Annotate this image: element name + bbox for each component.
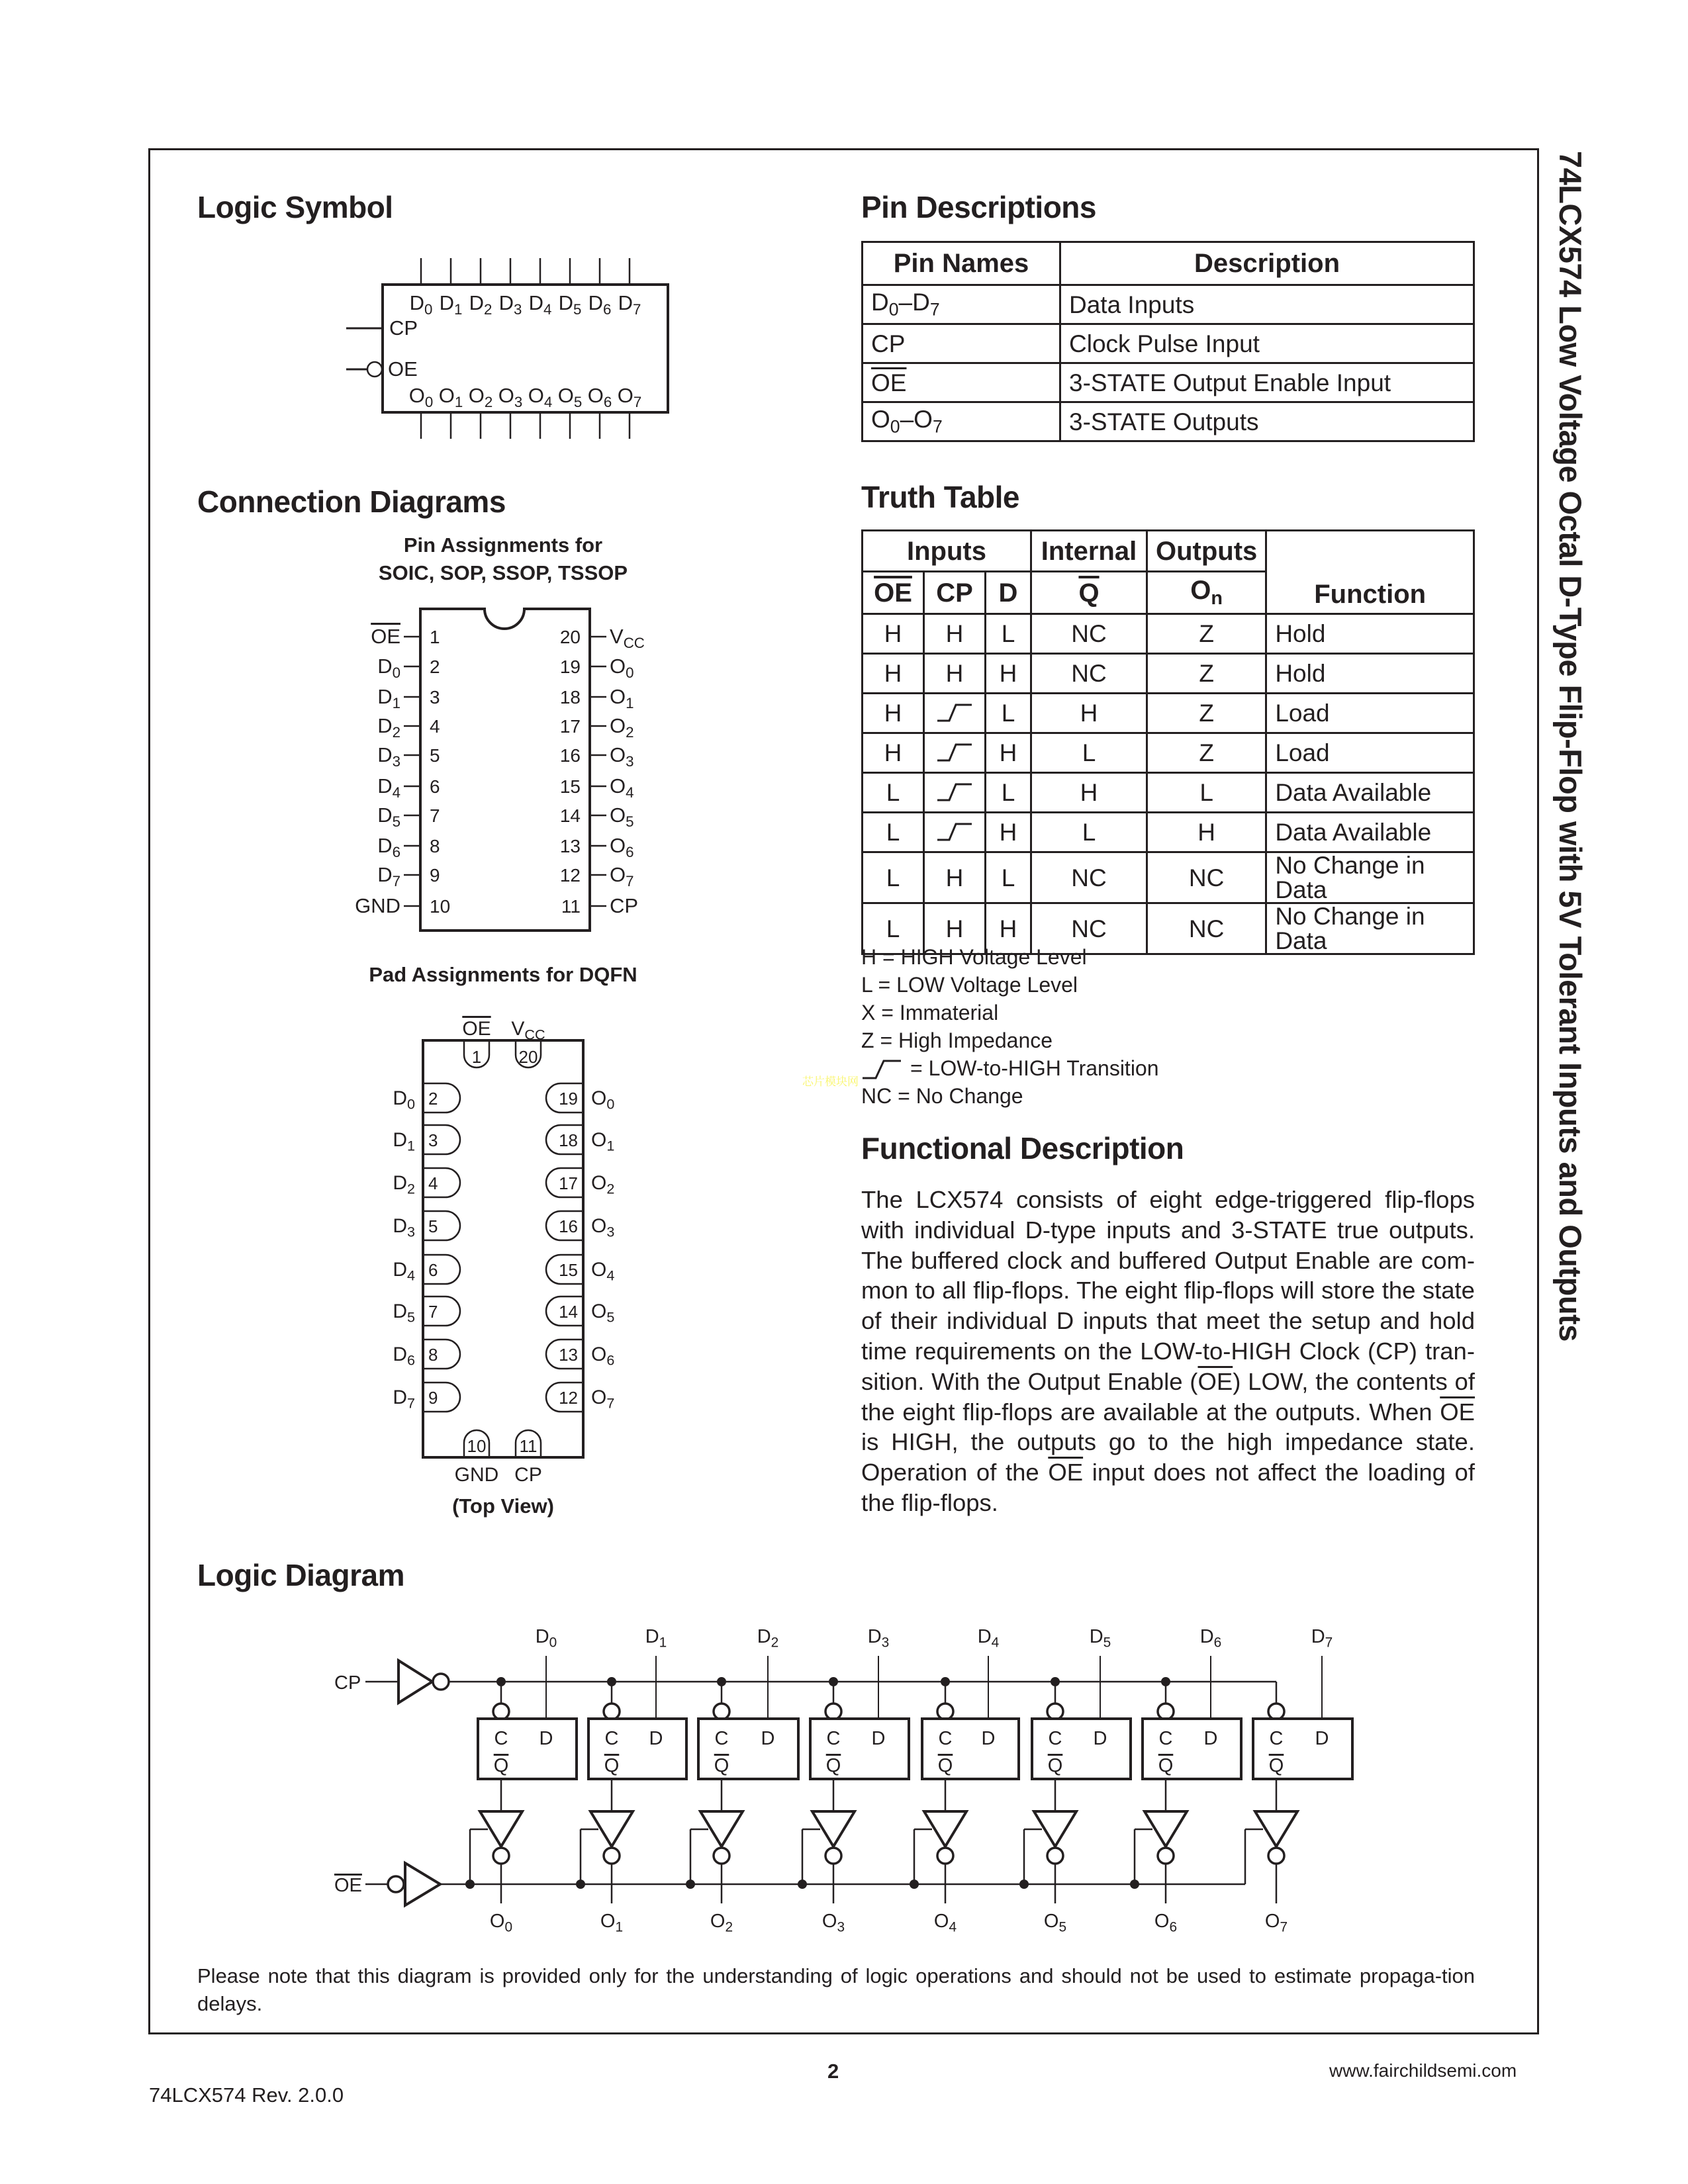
- cell-cp: H: [924, 903, 986, 954]
- ff-data-label: D: [649, 1728, 663, 1749]
- pad-label: GND: [454, 1464, 499, 1486]
- data-input-label: $D_3$: [867, 1626, 890, 1651]
- junction-dot: [1019, 1880, 1029, 1889]
- ff-clock-label: C: [1158, 1728, 1173, 1749]
- cp-label: CP: [389, 316, 418, 340]
- legend-item: = LOW-to-HIGH Transition: [861, 1054, 1159, 1082]
- data-input-label: $D_7$: [1311, 1626, 1333, 1651]
- cell-cp: H: [924, 614, 986, 654]
- flip-flop-box: [698, 1719, 798, 1779]
- pad-number: 6: [428, 1260, 438, 1280]
- ff-qbar-label: Q: [937, 1755, 953, 1776]
- legend-item: H = HIGH Voltage Level: [861, 945, 1087, 969]
- pad-label: $V_{CC}$: [511, 1018, 545, 1043]
- pin-number: 20: [559, 627, 581, 647]
- pad-label: OE: [462, 1018, 491, 1040]
- cell-d: H: [986, 903, 1031, 954]
- ff-clock-label: C: [714, 1728, 729, 1749]
- data-output-label: $O_7$: [1264, 1911, 1288, 1935]
- pin-number: 8: [430, 836, 440, 856]
- col-description: Description: [1060, 242, 1474, 285]
- junction-dot: [686, 1880, 695, 1889]
- ff-clock-label: C: [494, 1728, 508, 1749]
- pad-number: 10: [467, 1436, 487, 1456]
- output-bubble-icon: [604, 1848, 620, 1864]
- clock-bubble-icon: [714, 1704, 729, 1719]
- pad-number: 2: [428, 1089, 438, 1109]
- rising-edge-icon: [935, 780, 974, 801]
- pad-number: 19: [559, 1089, 578, 1109]
- ff-data-label: D: [1203, 1728, 1218, 1749]
- flip-flop-box: [1253, 1719, 1352, 1779]
- legend-item: X = Immaterial: [861, 1001, 999, 1024]
- cell-d: H: [986, 813, 1031, 852]
- pin-number: 3: [430, 687, 440, 707]
- output-bubble-icon: [493, 1848, 509, 1864]
- truth-table: [861, 529, 1475, 955]
- input-label: $D_1$: [439, 291, 463, 318]
- cell-oe: H: [863, 733, 924, 773]
- input-label: $D_5$: [558, 291, 582, 318]
- pin-label: $O_0$: [610, 655, 634, 681]
- cell-cp: H: [924, 654, 986, 694]
- pin-label: $O_6$: [610, 834, 634, 860]
- ff-data-label: D: [539, 1728, 553, 1749]
- pin-name: $O_0-O_7$: [863, 402, 1060, 441]
- ff-data-label: D: [871, 1728, 886, 1749]
- cell-on: Z: [1147, 654, 1266, 694]
- data-input-label: $D_5$: [1089, 1626, 1111, 1651]
- pad-number: 17: [559, 1173, 578, 1193]
- ff-clock-label: C: [1269, 1728, 1284, 1749]
- input-label: $D_4$: [528, 291, 552, 318]
- table-row: [863, 852, 1474, 903]
- cell-oe: L: [863, 852, 924, 903]
- pin-descriptions-heading: Pin Descriptions: [861, 190, 1096, 224]
- logic-diagram-note: Please note that this diagram is provided only for the understanding of logic operations and should not be used to estimate propaga-tion delays.: [197, 1964, 1475, 2015]
- pin-label: $O_4$: [610, 774, 634, 801]
- pin-number: 11: [561, 896, 581, 917]
- output-label: $O_4$: [528, 384, 553, 410]
- pad-number: 12: [559, 1388, 578, 1408]
- ff-data-label: D: [981, 1728, 996, 1749]
- clock-bubble-icon: [604, 1704, 620, 1719]
- cell-on: Z: [1147, 614, 1266, 654]
- ff-data-label: D: [761, 1728, 775, 1749]
- legend-item: Z = High Impedance: [861, 1028, 1053, 1052]
- col-d: D: [986, 572, 1031, 614]
- col-q: $\overline{Q}$: [1031, 572, 1147, 614]
- junction-dot: [910, 1880, 919, 1889]
- col-pin-names: Pin Names: [863, 242, 1060, 285]
- data-output-label: $O_3$: [821, 1911, 845, 1935]
- cell-function: Data Available: [1266, 813, 1474, 852]
- inversion-bubble-icon: [388, 1876, 404, 1892]
- data-output-label: $O_6$: [1154, 1911, 1178, 1935]
- cell-function: No Change in Data: [1266, 852, 1474, 903]
- clock-bubble-icon: [493, 1704, 509, 1719]
- output-label: $O_7$: [617, 384, 642, 410]
- pin-number: 10: [430, 896, 451, 917]
- col-cp: CP: [924, 572, 986, 614]
- pin-number: 1: [430, 627, 440, 647]
- ff-qbar-label: Q: [1047, 1755, 1063, 1776]
- data-output-label: $O_1$: [600, 1911, 624, 1935]
- cell-oe: H: [863, 614, 924, 654]
- data-input-label: $D_6$: [1199, 1626, 1222, 1651]
- output-bubble-icon: [714, 1848, 729, 1864]
- cell-on: H: [1147, 813, 1266, 852]
- pin-label: $D_5$: [377, 803, 400, 830]
- soic-title-line1: Pin Assignments for: [403, 533, 603, 557]
- output-label: $O_1$: [438, 384, 463, 410]
- pin-number: 17: [559, 716, 581, 737]
- pin-label: CP: [610, 894, 639, 917]
- cell-on: NC: [1147, 852, 1266, 903]
- soic-title-line2: SOIC, SOP, SSOP, TSSOP: [378, 561, 628, 584]
- cell-cp: [924, 694, 986, 733]
- cell-d: L: [986, 773, 1031, 813]
- cell-on: Z: [1147, 733, 1266, 773]
- pad-number: 4: [428, 1173, 438, 1193]
- ff-qbar-label: Q: [604, 1755, 620, 1776]
- junction-dot: [465, 1880, 475, 1889]
- group-internal: Internal: [1031, 531, 1147, 572]
- rising-edge-icon: [935, 820, 974, 841]
- cell-on: NC: [1147, 903, 1266, 954]
- pad-label: $D_4$: [393, 1259, 415, 1284]
- output-bubble-icon: [1047, 1848, 1063, 1864]
- data-input-label: $D_2$: [757, 1626, 779, 1651]
- cell-q: H: [1031, 694, 1147, 733]
- clock-bubble-icon: [825, 1704, 841, 1719]
- pad-label: $D_3$: [393, 1215, 415, 1240]
- ff-data-label: D: [1315, 1728, 1329, 1749]
- ff-clock-label: C: [938, 1728, 953, 1749]
- pin-descriptions-table: [861, 241, 1475, 442]
- pad-label: $D_2$: [393, 1172, 415, 1197]
- input-label: $D_0$: [409, 291, 433, 318]
- junction-dot: [576, 1880, 585, 1889]
- pin-number: 7: [430, 805, 440, 826]
- junction-dot: [798, 1880, 807, 1889]
- cell-cp: H: [924, 852, 986, 903]
- clock-buffer-icon: [399, 1661, 432, 1703]
- cp-label: CP: [334, 1672, 361, 1694]
- pin-description: 3-STATE Outputs: [1060, 402, 1474, 441]
- clock-bubble-icon: [1047, 1704, 1063, 1719]
- data-output-label: $O_0$: [489, 1911, 513, 1935]
- cell-d: L: [986, 694, 1031, 733]
- cell-oe: L: [863, 773, 924, 813]
- group-outputs: Outputs: [1147, 531, 1266, 572]
- pin-label: GND: [355, 894, 400, 917]
- cell-q: L: [1031, 813, 1147, 852]
- table-row: [863, 363, 1474, 402]
- pin-label: $D_0$: [377, 655, 400, 681]
- cell-on: Z: [1147, 694, 1266, 733]
- pad-number: 18: [559, 1130, 578, 1150]
- cell-on: L: [1147, 773, 1266, 813]
- output-label: $O_2$: [468, 384, 493, 410]
- cell-cp: [924, 733, 986, 773]
- data-output-label: $O_5$: [1043, 1911, 1067, 1935]
- col-on: $O_n$: [1147, 572, 1266, 614]
- logic-symbol-heading: Logic Symbol: [197, 190, 393, 224]
- table-row: [863, 694, 1474, 733]
- pin-label: $O_2$: [610, 714, 634, 741]
- dqfn-title: Pad Assignments for DQFN: [369, 963, 637, 986]
- pad-number: 5: [428, 1216, 438, 1236]
- pad-label: $O_6$: [591, 1343, 615, 1369]
- watermark: 芯片模块网: [802, 1075, 859, 1088]
- input-label: $D_2$: [469, 291, 492, 318]
- pin-description: Data Inputs: [1060, 285, 1474, 324]
- table-row: [863, 813, 1474, 852]
- pin-description: 3-STATE Output Enable Input: [1060, 363, 1474, 402]
- data-input-label: $D_0$: [535, 1626, 557, 1651]
- output-bubble-icon: [1268, 1848, 1284, 1864]
- pad-number: 1: [471, 1047, 482, 1067]
- functional-description-text: The LCX574 consists of eight edge-triggered flip-flops with individual D-type inputs and 3-STATE true outputs. The buffered clock and buffered Output Enable are com-mon to all flip-flops. The eight flip-flops will store the state of their individual D inputs that meet the setup and hold time requirements on the LOW-to-HIGH Clock (CP) tran-sition. With the Output Enable $(\overline{OE})$ LOW, the contents of the eight flip-flops are available at the outputs. When $\overline{OE}$ is HIGH, the outputs go to the high impedance state. Operation of the $\overline{OE}$ input does not affect the loading of the flip-flops.: [861, 1186, 1475, 1516]
- pin-number: 4: [430, 716, 440, 737]
- data-input-label: $D_4$: [977, 1626, 1000, 1651]
- pad-label: $D_5$: [393, 1300, 415, 1326]
- pad-label: $O_4$: [591, 1259, 615, 1284]
- pad-label: $O_3$: [591, 1215, 615, 1240]
- cell-q: L: [1031, 733, 1147, 773]
- input-label: $D_3$: [498, 291, 522, 318]
- data-output-label: $O_2$: [710, 1911, 733, 1935]
- clock-bubble-icon: [937, 1704, 953, 1719]
- pin-number: 6: [430, 776, 440, 797]
- pad-number: 9: [428, 1388, 438, 1408]
- pad-number: 3: [428, 1130, 438, 1150]
- table-row: [863, 733, 1474, 773]
- cell-oe: H: [863, 694, 924, 733]
- table-row: [863, 773, 1474, 813]
- pin-name: CP: [863, 324, 1060, 363]
- inversion-bubble-icon: [433, 1674, 449, 1690]
- cell-oe: L: [863, 903, 924, 954]
- table-row: [863, 324, 1474, 363]
- pin-number: 16: [559, 745, 581, 766]
- clock-bubble-icon: [1268, 1704, 1284, 1719]
- pin-number: 15: [559, 776, 581, 797]
- logic-diagram-svg: [0, 1588, 1523, 1946]
- cell-function: Load: [1266, 694, 1474, 733]
- pad-number: 11: [519, 1436, 538, 1456]
- pin-label: $O_5$: [610, 803, 634, 830]
- flip-flop-box: [1143, 1719, 1241, 1779]
- pad-label: $O_2$: [591, 1172, 615, 1197]
- pin-number: 19: [559, 657, 581, 677]
- ff-clock-label: C: [826, 1728, 841, 1749]
- cell-function: Hold: [1266, 654, 1474, 694]
- output-label: $O_0$: [408, 384, 434, 410]
- output-label: $O_5$: [557, 384, 583, 410]
- output-label: $O_6$: [587, 384, 612, 410]
- pad-label: $O_0$: [591, 1087, 615, 1113]
- data-input-label: $D_1$: [645, 1626, 667, 1651]
- pad-number: 14: [559, 1302, 578, 1322]
- pad-number: 16: [559, 1216, 578, 1236]
- pin-label: $O_1$: [610, 685, 634, 711]
- cell-cp: [924, 813, 986, 852]
- output-label: $O_3$: [498, 384, 523, 410]
- pin-label: $V_{CC}$: [610, 625, 645, 651]
- logic-diagram-heading: Logic Diagram: [197, 1558, 405, 1592]
- connection-diagrams-heading: Connection Diagrams: [197, 484, 506, 519]
- col-function: Function: [1266, 531, 1474, 614]
- ff-clock-label: C: [1048, 1728, 1062, 1749]
- truth-table-legend: [861, 943, 1159, 1110]
- pin-label: $D_4$: [377, 774, 400, 801]
- cell-oe: H: [863, 654, 924, 694]
- dqfn-caption: (Top View): [452, 1494, 554, 1518]
- data-output-label: $O_4$: [933, 1911, 957, 1935]
- pad-label: $D_7$: [393, 1387, 415, 1412]
- pin-number: 12: [559, 865, 581, 886]
- pad-label: $D_0$: [393, 1087, 415, 1113]
- pad-label: $O_1$: [591, 1129, 615, 1154]
- document-side-title: 74LCX574 Low Voltage Octal D-Type Flip-Flop with 5V Tolerant Inputs and Outputs: [1553, 151, 1588, 1342]
- table-row: [863, 654, 1474, 694]
- flip-flop-box: [588, 1719, 686, 1779]
- pin-label: $D_6$: [377, 834, 400, 860]
- pad-number: 8: [428, 1345, 438, 1365]
- output-bubble-icon: [937, 1848, 953, 1864]
- table-row: [863, 614, 1474, 654]
- cell-function: Data Available: [1266, 773, 1474, 813]
- pad-number: 20: [518, 1047, 538, 1067]
- cell-q: H: [1031, 773, 1147, 813]
- pin-number: 14: [559, 805, 581, 826]
- pad-label: $O_7$: [591, 1387, 615, 1412]
- cell-q: NC: [1031, 852, 1147, 903]
- legend-item: L = LOW Voltage Level: [861, 973, 1078, 997]
- flip-flop-box: [810, 1719, 909, 1779]
- cell-function: No Change in Data: [1266, 903, 1474, 954]
- pad-number: 7: [428, 1302, 438, 1322]
- rising-edge-icon: [935, 701, 974, 722]
- pin-label: OE: [371, 625, 400, 648]
- ff-qbar-label: Q: [1158, 1755, 1174, 1776]
- col-oe: $\overline{OE}$: [863, 572, 924, 614]
- flip-flop-box: [1032, 1719, 1131, 1779]
- pin-label: $O_3$: [610, 743, 634, 770]
- pad-number: 15: [559, 1260, 578, 1280]
- cell-q: NC: [1031, 614, 1147, 654]
- pad-label: $O_5$: [591, 1300, 615, 1326]
- pin-name: $D_0-D_7$: [863, 285, 1060, 324]
- clock-bubble-icon: [1158, 1704, 1174, 1719]
- truth-table-heading: Truth Table: [861, 480, 1019, 514]
- cell-d: H: [986, 654, 1031, 694]
- page-number: 2: [827, 2060, 839, 2083]
- ff-qbar-label: Q: [493, 1755, 509, 1776]
- cell-q: NC: [1031, 903, 1147, 954]
- input-label: $D_6$: [588, 291, 612, 318]
- flip-flop-box: [922, 1719, 1019, 1779]
- cell-q: NC: [1031, 654, 1147, 694]
- cell-function: Hold: [1266, 614, 1474, 654]
- ff-qbar-label: Q: [1268, 1755, 1284, 1776]
- output-bubble-icon: [825, 1848, 841, 1864]
- oe-label: OE: [334, 1875, 362, 1896]
- oe-label: OE: [388, 357, 418, 381]
- cell-d: L: [986, 852, 1031, 903]
- rising-edge-icon: [861, 1057, 908, 1079]
- pin-number: 5: [430, 745, 440, 766]
- pin-label: $O_7$: [610, 863, 634, 889]
- input-label: $D_7$: [618, 291, 641, 318]
- connection-diagrams-svg: [0, 0, 827, 1592]
- rising-edge-icon: [935, 741, 974, 762]
- table-row: [863, 402, 1474, 441]
- cell-d: L: [986, 614, 1031, 654]
- pad-label: CP: [514, 1464, 542, 1486]
- pin-label: $D_2$: [377, 714, 400, 741]
- pin-number: 18: [559, 687, 581, 707]
- oe-buffer-icon: [405, 1863, 440, 1905]
- ff-qbar-label: Q: [825, 1755, 841, 1776]
- ff-qbar-label: Q: [714, 1755, 729, 1776]
- pin-number: 9: [430, 865, 440, 886]
- revision-label: 74LCX574 Rev. 2.0.0: [149, 2083, 344, 2107]
- flip-flop-box: [478, 1719, 577, 1779]
- junction-dot: [1130, 1880, 1139, 1889]
- cell-d: H: [986, 733, 1031, 773]
- pin-label: $D_3$: [377, 743, 400, 770]
- table-row: [863, 285, 1474, 324]
- pin-name: $\overline{OE}$: [863, 363, 1060, 402]
- cell-oe: L: [863, 813, 924, 852]
- ff-data-label: D: [1093, 1728, 1107, 1749]
- group-inputs: Inputs: [863, 531, 1031, 572]
- functional-description-heading: Functional Description: [861, 1131, 1184, 1165]
- pad-label: $D_6$: [393, 1343, 415, 1369]
- legend-item: NC = No Change: [861, 1084, 1023, 1108]
- pin-description: Clock Pulse Input: [1060, 324, 1474, 363]
- cell-function: Load: [1266, 733, 1474, 773]
- pin-number: 2: [430, 657, 440, 677]
- pad-number: 13: [559, 1345, 578, 1365]
- pin-number: 13: [559, 836, 581, 856]
- pin-label: $D_1$: [377, 685, 400, 711]
- website-link[interactable]: www.fairchildsemi.com: [1329, 2060, 1517, 2081]
- cell-cp: [924, 773, 986, 813]
- output-bubble-icon: [1158, 1848, 1174, 1864]
- pad-label: $D_1$: [393, 1129, 415, 1154]
- pin-label: $D_7$: [377, 863, 400, 889]
- ff-clock-label: C: [604, 1728, 619, 1749]
